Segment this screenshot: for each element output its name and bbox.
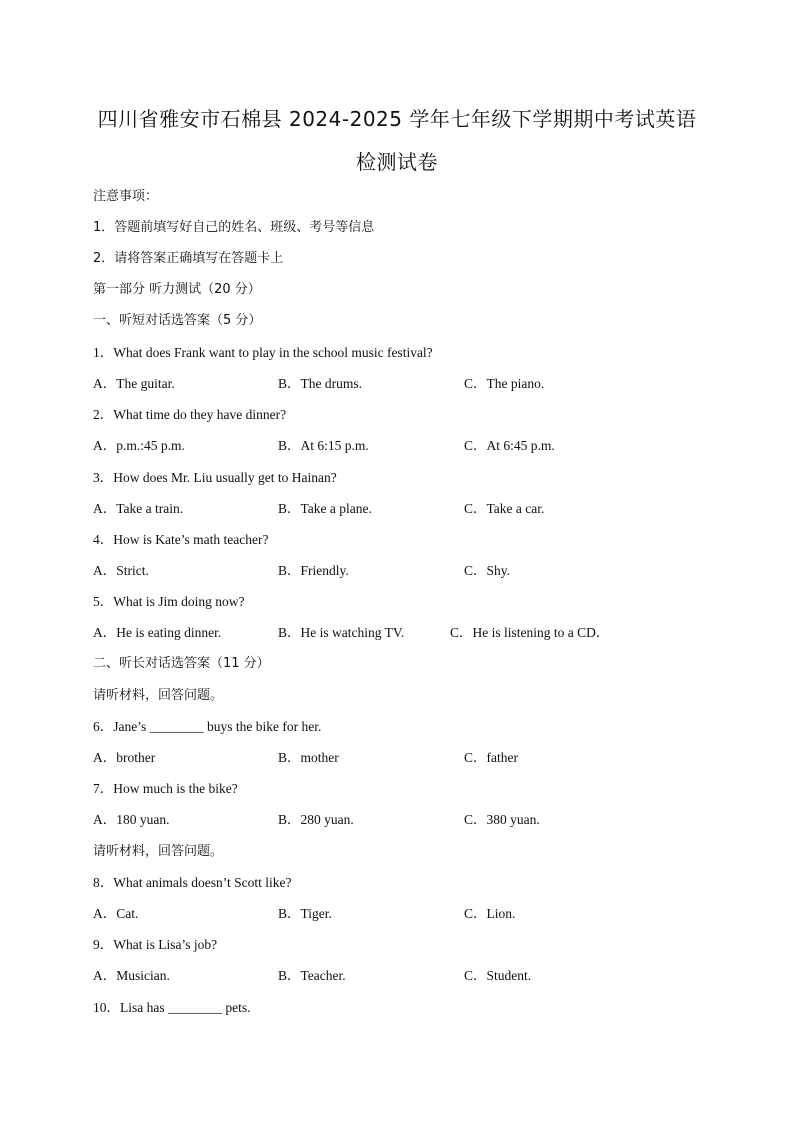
notice-heading: 注意事项：: [93, 189, 159, 204]
question-1: 1．What does Frank want to play in the school music festival?: [93, 345, 433, 360]
q5-option-b: B．He is watching TV.: [278, 625, 405, 640]
q1-option-b: B．The drums.: [278, 376, 362, 391]
section2-heading: 二、听长对话选答案（11 分）: [93, 656, 270, 671]
q5-option-c: C．He is listening to a CD．: [450, 625, 610, 640]
q6-option-b: B．mother: [278, 750, 339, 765]
q8-option-a: A．Cat.: [93, 906, 139, 921]
question-9: 9．What is Lisa’s job?: [93, 937, 218, 952]
q2-option-a: A．p.m.:45 p.m.: [93, 438, 185, 453]
q1-option-c: C．The piano.: [464, 376, 545, 391]
q9-option-a: A．Musician.: [93, 968, 170, 983]
q5-option-a: A．He is eating dinner.: [93, 625, 222, 640]
q3-option-c: C．Take a car.: [464, 501, 545, 516]
notice-item-2: 2．请将答案正确填写在答题卡上: [93, 251, 284, 266]
question-2: 2．What time do they have dinner?: [93, 407, 287, 422]
q4-option-c: C．Shy.: [464, 563, 511, 578]
question-10: 10．Lisa has ________ pets.: [93, 1000, 251, 1015]
exam-title-line-1: 四川省雅安市石棉县 2024-2025 学年七年级下学期期中考试英语: [97, 107, 697, 131]
q1-option-a: A．The guitar.: [93, 376, 175, 391]
listening-instruction-2: 请听材料，回答问题。: [93, 844, 224, 859]
q7-option-b: B．280 yuan.: [278, 812, 354, 827]
q2-option-b: B．At 6:15 p.m.: [278, 438, 369, 453]
q3-option-b: B．Take a plane.: [278, 501, 372, 516]
q7-option-a: A．180 yuan.: [93, 812, 170, 827]
q7-option-c: C．380 yuan.: [464, 812, 540, 827]
part1-heading: 第一部分 听力测试（20 分）: [93, 282, 261, 297]
q2-option-c: C．At 6:45 p.m.: [464, 438, 555, 453]
q8-option-c: C．Lion.: [464, 906, 516, 921]
question-7: 7．How much is the bike?: [93, 781, 238, 796]
q9-option-b: B．Teacher.: [278, 968, 346, 983]
q4-option-a: A．Strict.: [93, 563, 149, 578]
question-5: 5．What is Jim doing now?: [93, 594, 245, 609]
q6-option-a: A．brother: [93, 750, 156, 765]
listening-instruction-1: 请听材料，回答问题。: [93, 688, 224, 703]
q3-option-a: A．Take a train.: [93, 501, 184, 516]
section1-heading: 一、听短对话选答案（5 分）: [93, 313, 262, 328]
question-3: 3．How does Mr. Liu usually get to Hainan?: [93, 470, 337, 485]
question-4: 4．How is Kate’s math teacher?: [93, 532, 269, 547]
q8-option-b: B．Tiger.: [278, 906, 332, 921]
notice-item-1: 1．答题前填写好自己的姓名、班级、考号等信息: [93, 220, 375, 235]
q4-option-b: B．Friendly.: [278, 563, 349, 578]
exam-title-line-2: 检测试卷: [356, 150, 438, 174]
q6-option-c: C．father: [464, 750, 518, 765]
question-6: 6．Jane’s ________ buys the bike for her.: [93, 719, 322, 734]
question-8: 8．What animals doesn’t Scott like?: [93, 875, 292, 890]
q9-option-c: C．Student.: [464, 968, 532, 983]
